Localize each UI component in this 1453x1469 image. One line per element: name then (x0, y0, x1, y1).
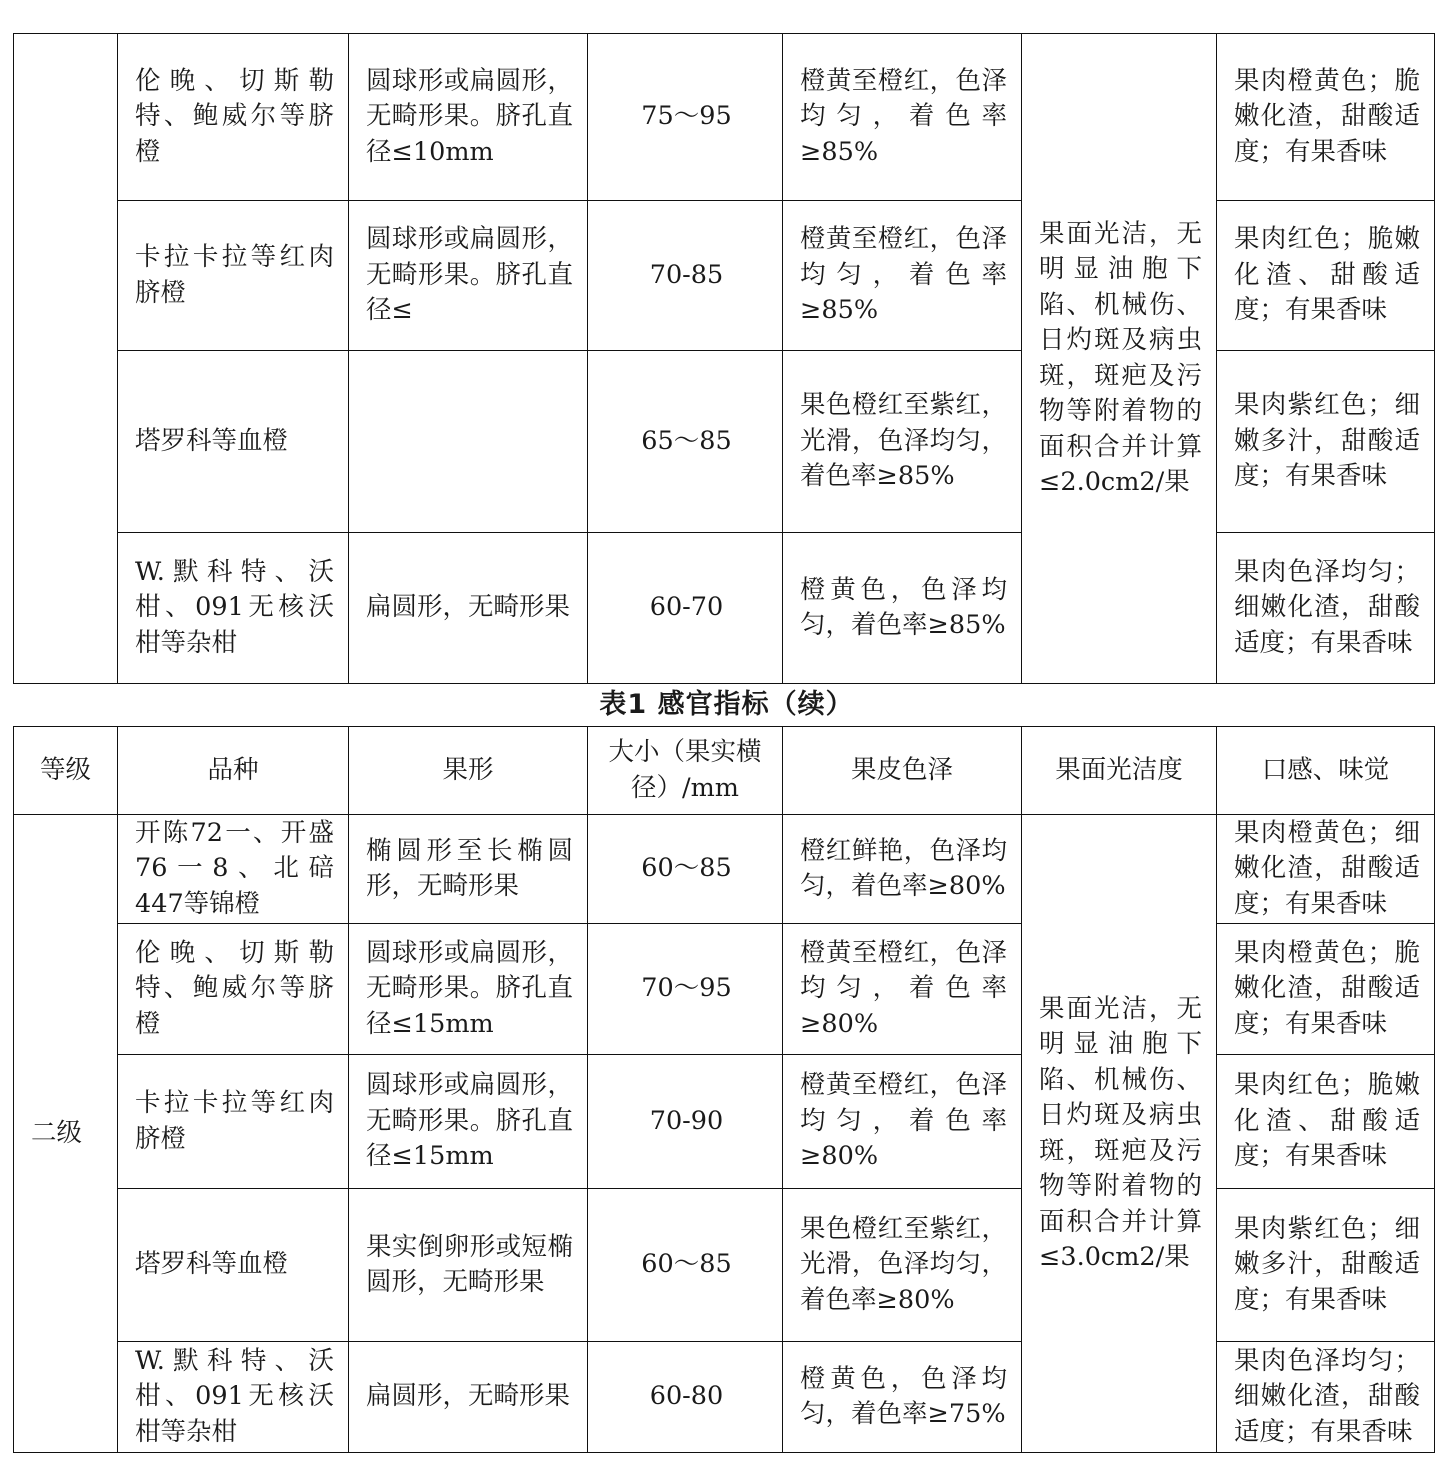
table-row (14, 1189, 1435, 1342)
taste-cell: 果肉紫红色；细嫩多汁，甜酸适度；有果香味 (1217, 351, 1435, 533)
shape-cell: 圆球形或扁圆形，无畸形果。脐孔直径≤15mm (349, 1055, 588, 1189)
shape-cell: 圆球形或扁圆形，无畸形果。脐孔直径≤ (349, 201, 588, 351)
grade-cell (14, 34, 118, 684)
variety-cell: 卡拉卡拉等红肉脐橙 (118, 201, 349, 351)
variety-cell: W.默科特、沃柑、091无核沃柑等杂柑 (118, 533, 349, 684)
taste-cell: 果肉红色；脆嫩化渣、甜酸适度；有果香味 (1217, 1055, 1435, 1189)
shape-cell: 圆球形或扁圆形，无畸形果。脐孔直径≤15mm (349, 924, 588, 1055)
sensory-table-continued-top (13, 33, 1435, 684)
peel-color-cell: 橙黄色，色泽均匀，着色率≥75% (783, 1342, 1022, 1453)
table-row (14, 533, 1435, 684)
variety-cell: 伦晚、切斯勒特、鲍威尔等脐橙 (118, 924, 349, 1055)
variety-cell: 塔罗科等血橙 (118, 351, 349, 533)
shape-cell: 果实倒卵形或短椭圆形，无畸形果 (349, 1189, 588, 1342)
header-taste: 口感、味觉 (1217, 727, 1435, 815)
sensory-table-grade-two (13, 726, 1435, 1453)
table-row (14, 201, 1435, 351)
peel-color-cell: 橙黄至橙红，色泽均匀，着色率≥80% (783, 924, 1022, 1055)
shape-cell (349, 351, 588, 533)
table-row (14, 34, 1435, 201)
size-cell: 70-90 (588, 1055, 783, 1189)
shape-cell: 椭圆形至长椭圆形，无畸形果 (349, 815, 588, 924)
taste-cell: 果肉橙黄色；脆嫩化渣，甜酸适度；有果香味 (1217, 924, 1435, 1055)
size-cell: 75～95 (588, 34, 783, 201)
taste-cell: 果肉红色；脆嫩化渣、甜酸适度；有果香味 (1217, 201, 1435, 351)
header-size: 大小（果实横径）/mm (588, 727, 783, 815)
size-cell: 60-70 (588, 533, 783, 684)
taste-cell: 果肉紫红色；细嫩多汁，甜酸适度；有果香味 (1217, 1189, 1435, 1342)
header-shape: 果形 (349, 727, 588, 815)
size-cell: 60～85 (588, 815, 783, 924)
size-cell: 70～95 (588, 924, 783, 1055)
taste-cell: 果肉橙黄色；细嫩化渣，甜酸适度；有果香味 (1217, 815, 1435, 924)
size-cell: 60-80 (588, 1342, 783, 1453)
grade-cell: 二级 (14, 815, 118, 1453)
shape-cell: 扁圆形，无畸形果 (349, 533, 588, 684)
variety-cell: 卡拉卡拉等红肉脐橙 (118, 1055, 349, 1189)
shape-cell: 圆球形或扁圆形，无畸形果。脐孔直径≤10mm (349, 34, 588, 201)
table-row (14, 351, 1435, 533)
variety-cell: 开陈72一、开盛76一8、北碚447等锦橙 (118, 815, 349, 924)
table-row (14, 1055, 1435, 1189)
variety-cell: W.默科特、沃柑、091无核沃柑等杂柑 (118, 1342, 349, 1453)
peel-color-cell: 橙黄至橙红，色泽均匀，着色率≥85% (783, 34, 1022, 201)
shape-cell: 扁圆形，无畸形果 (349, 1342, 588, 1453)
table-row (14, 1342, 1435, 1453)
smoothness-cell: 果面光洁，无明显油胞下陷、机械伤、日灼斑及病虫斑，斑疤及污物等附着物的面积合并计算≤2.0cm2/果 (1022, 34, 1217, 684)
smoothness-cell: 果面光洁，无明显油胞下陷、机械伤、日灼斑及病虫斑，斑疤及污物等附着物的面积合并计算≤3.0cm2/果 (1022, 815, 1217, 1453)
header-smoothness: 果面光洁度 (1022, 727, 1217, 815)
variety-cell: 塔罗科等血橙 (118, 1189, 349, 1342)
size-cell: 60～85 (588, 1189, 783, 1342)
variety-cell: 伦晚、切斯勒特、鲍威尔等脐橙 (118, 34, 349, 201)
peel-color-cell: 果色橙红至紫红，光滑，色泽均匀，着色率≥85% (783, 351, 1022, 533)
taste-cell: 果肉橙黄色；脆嫩化渣，甜酸适度；有果香味 (1217, 34, 1435, 201)
peel-color-cell: 橙黄至橙红，色泽均匀，着色率≥80% (783, 1055, 1022, 1189)
peel-color-cell: 果色橙红至紫红，光滑，色泽均匀，着色率≥80% (783, 1189, 1022, 1342)
peel-color-cell: 橙黄至橙红，色泽均匀，着色率≥85% (783, 201, 1022, 351)
header-peel-color: 果皮色泽 (783, 727, 1022, 815)
size-cell: 65～85 (588, 351, 783, 533)
peel-color-cell: 橙红鲜艳，色泽均匀，着色率≥80% (783, 815, 1022, 924)
peel-color-cell: 橙黄色，色泽均匀，着色率≥85% (783, 533, 1022, 684)
table-row (14, 924, 1435, 1055)
taste-cell: 果肉色泽均匀；细嫩化渣，甜酸适度；有果香味 (1217, 1342, 1435, 1453)
size-cell: 70-85 (588, 201, 783, 351)
header-variety: 品种 (118, 727, 349, 815)
table-row (14, 815, 1435, 924)
header-row (14, 727, 1435, 815)
table-caption: 表1 感官指标（续） (599, 689, 854, 720)
taste-cell: 果肉色泽均匀；细嫩化渣，甜酸适度；有果香味 (1217, 533, 1435, 684)
header-grade: 等级 (14, 727, 118, 815)
